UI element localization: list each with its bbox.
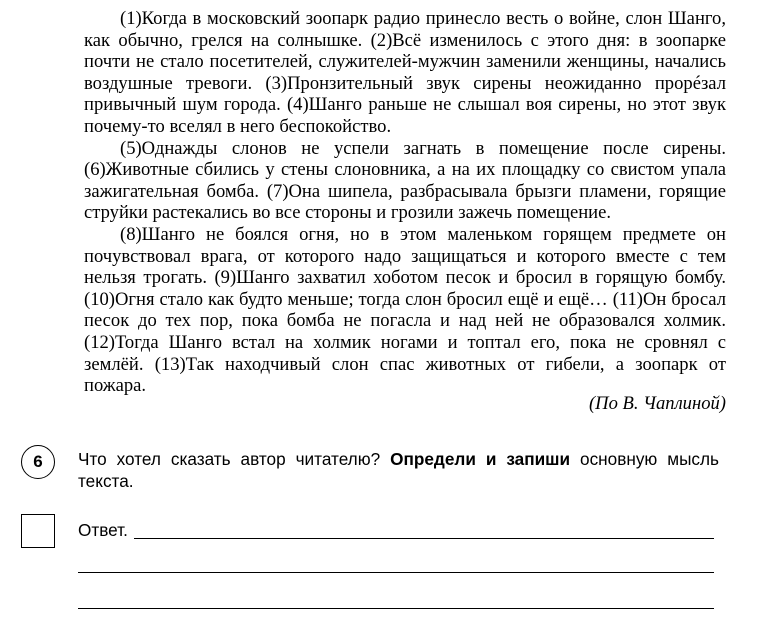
- paragraph-1: (1)Когда в московский зоопарк радио принесло весть о войне, слон Шанго, как обычно, грелся на солнышке. (2)Всё изменилось с этого дня: в зоопарке почти не стало посетителей, служителей-мужчин заменили женщины, начались воздушные тревоги. (3)Пронзительный звук сирены неожиданно прорéзал привычный шум города. (4)Шанго раньше не слышал воя сирены, но этот звук почему-то вселял в него беспокойство.: [84, 8, 726, 137]
- paragraph-2: (5)Однажды слонов не успели загнать в помещение после сирены. (6)Животные сбились у стены слоновника, а на их площадку со свистом упала зажигательная бомба. (7)Она шипела, разбрасывала брызги пламени, горящие струйки растекались во все стороны и грозили зажечь помещение.: [84, 137, 726, 224]
- answer-line-2[interactable]: [78, 572, 714, 573]
- passage-text: [84, 8, 726, 397]
- question-text-bold: Определи и запиши: [390, 449, 571, 469]
- passage-author: (По В. Чаплиной): [588, 393, 726, 414]
- paragraph-3: (8)Шанго не боялся огня, но в этом маленьком горящем предмете он почувствовал врага, от которого надо защищаться и которого вместе с тем нельзя трогать. (9)Шанго захватил хоботом песок и бросил в горящую бомбу. (10)Огня стало как будто меньше; тогда слон бросил ещё и ещё… (11)Он бросал песок до тех пор, пока бомба не погасла и над ней не образовался холмик. (12)Тогда Шанго встал на холмик ногами и топтал его, пока не сровнял с землёй. (13)Так находчивый слон спас животных от гибели, а зоопарк от пожара.: [84, 223, 726, 397]
- answer-score-box[interactable]: [21, 514, 55, 548]
- answer-line-1[interactable]: [134, 538, 714, 539]
- question-text-end: основную мысль текста.: [78, 449, 720, 491]
- task-question: [78, 449, 719, 492]
- answer-label: Ответ.: [78, 520, 128, 540]
- task-number-badge: 6: [21, 445, 55, 479]
- answer-line-3[interactable]: [78, 608, 714, 609]
- question-text-start: Что хотел сказать автор читателю?: [78, 449, 391, 469]
